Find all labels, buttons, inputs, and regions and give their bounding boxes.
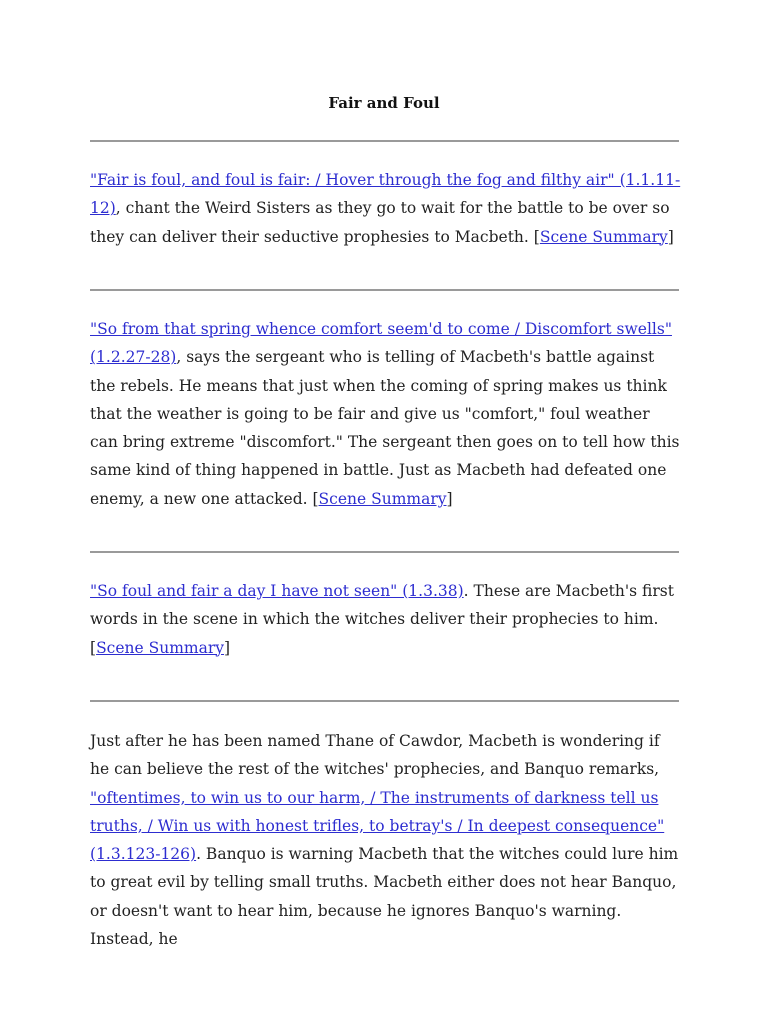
divider: [90, 700, 679, 702]
scene-summary-link-2[interactable]: Scene Summary: [318, 489, 447, 508]
scene-summary-link-1[interactable]: Scene Summary: [539, 227, 668, 246]
bracket-close: ]: [224, 638, 231, 657]
bracket-open: [: [90, 638, 97, 657]
divider: [90, 289, 679, 291]
quote-link-4[interactable]: "oftentimes, to win us to our harm, / The instruments of darkness tell us truths, / Win us with honest trifles, to betray's / In deepest consequence" (1.3.123-126): [90, 788, 665, 864]
section-2: [90, 315, 682, 513]
section-3: [90, 577, 682, 662]
bracket-close: ]: [667, 227, 674, 246]
section-4-lead: Just after he has been named Thane of Cawdor, Macbeth is wondering if he can believe the rest of the witches' prophecies, and Banquo remarks,: [90, 732, 660, 779]
section-1-text: , chant the Weird Sisters as they go to wait for the battle to be over so they can deliver their seductive prophesies to Macbeth.: [90, 199, 670, 246]
divider: [90, 140, 679, 142]
section-2-text: , says the sergeant who is telling of Macbeth's battle against the rebels. He means that just when the coming of spring makes us think that the weather is going to be fair and give us "comfort," foul weather can bring extreme "discomfort." The sergeant then goes on to tell how this same kind of thing happened in battle. Just as Macbeth had defeated one enemy, a new one attacked.: [90, 348, 680, 508]
bracket-open: [: [312, 489, 319, 508]
bracket-close: ]: [446, 489, 453, 508]
section-1: [90, 166, 682, 251]
quote-link-1[interactable]: "Fair is foul, and foul is fair: / Hover through the fog and filthy air" (1.1.11-12): [90, 171, 681, 218]
scene-summary-link-3[interactable]: Scene Summary: [96, 638, 225, 657]
section-3-text: . These are Macbeth's first words in the scene in which the witches deliver their prophecies to him.: [90, 582, 674, 629]
divider: [90, 551, 679, 553]
quote-link-2[interactable]: "So from that spring whence comfort seem'd to come / Discomfort swells" (1.2.27-28): [90, 320, 672, 367]
page-title: Fair and Foul: [328, 94, 440, 112]
bracket-open: [: [533, 227, 540, 246]
section-4: [90, 727, 682, 953]
section-4-text: . Banquo is warning Macbeth that the witches could lure him to great evil by telling small truths. Macbeth either does not hear Banquo, or doesn't want to hear him, because he ignores Banquo's warning. Instead, he: [90, 845, 679, 949]
quote-link-3[interactable]: "So foul and fair a day I have not seen" (1.3.38): [90, 582, 464, 600]
